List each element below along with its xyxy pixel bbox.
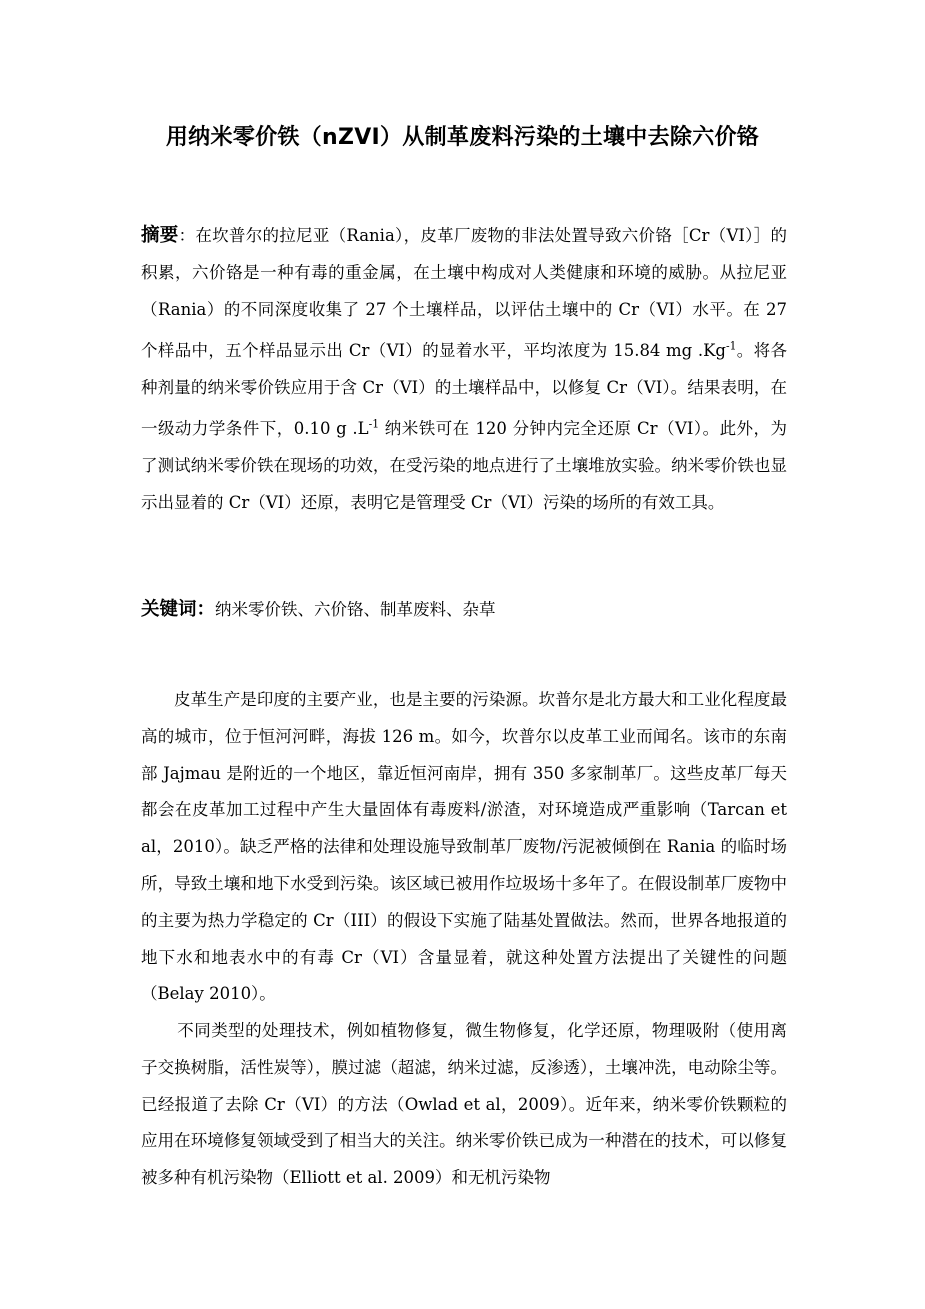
- unit-exponent: -1: [725, 339, 737, 353]
- abstract-label: 摘要: [141, 225, 179, 246]
- body-paragraph-2: 不同类型的处理技术，例如植物修复，微生物修复，化学还原，物理吸附（使用离子交换树脂，活性炭等），膜过滤（超滤，纳米过滤，反渗透），土壤冲洗，电动除尘等。已经报道了去除 Cr（VI）的方法（Owlad et al，2009）。近年来，纳米零价铁颗粒的应用在环境修复领域受到了相当大的关注。纳米零价铁已成为一种潜在的技术，可以修复被多种有机污染物（Elliott et al. 2009）和无机污染物: [141, 1021, 787, 1188]
- keywords-section: [141, 592, 787, 629]
- body-paragraph-1: 皮革生产是印度的主要产业，也是主要的污染源。坎普尔是北方最大和工业化程度最高的城市，位于恒河河畔，海拔 126 m。如今，坎普尔以皮革工业而闻名。该市的东南部 Jajmau 是附近的一个地区，靠近恒河南岸，拥有 350 多家制革厂。这些皮革厂每天都会在皮革加工过程中产生大量固体有毒废料/淤渣，对环境造成严重影响（Tarcan et al，2010）。缺乏严格的法律和处理设施导致制革厂废物/污泥被倾倒在 Rania 的临时场所，导致土壤和地下水受到污染。该区域已被用作垃圾场十多年了。在假设制革厂废物中的主要为热力学稳定的 Cr（III）的假设下实施了陆基处置做法。然而，世界各地报道的地下水和地表水中的有毒 Cr（VI）含量显着，就这种处置方法提出了关键性的问题（Belay 2010）。: [141, 690, 787, 1004]
- keywords-label: 关键词：: [141, 599, 216, 620]
- unit-exponent: -1: [368, 417, 380, 431]
- abstract-text: ：在坎普尔的拉尼亚（Rania），皮革厂废物的非法处置导致六价铬［Cr（VI）］的积累，六价铬是一种有毒的重金属，在土壤中构成对人类健康和环境的威胁。从拉尼亚（Rania）的不同深度收集了 27 个土壤样品，以评估土壤中的 Cr（VI）水平。在 27 个样品中，五个样品显示出 Cr（VI）的显着水平，平均浓度为 15.84 mg $.Kg^{-1}$。将各种剂量的纳米零价铁应用于含 Cr（VI）的土壤样品中，以修复 Cr（VI）。结果表明，在一级动力学条件下，0.10 g $.L^{-1}$ 纳米铁可在 120 分钟内完全还原 Cr（VI）。此外，为了测试纳米零价铁在现场的功效，在受污染的地点进行了土壤堆放实验。纳米零价铁也显示出显着的 Cr（VI）还原，表明它是管理受 Cr（VI）污染的场所的有效工具。: [141, 226, 787, 512]
- abstract-section: [141, 218, 787, 521]
- paper-title: 用纳米零价铁（nZVI）从制革废料污染的土壤中去除六价铬: [165, 125, 760, 150]
- keywords-text: 纳米零价铁、六价铬、制革废料、杂草: [215, 600, 496, 619]
